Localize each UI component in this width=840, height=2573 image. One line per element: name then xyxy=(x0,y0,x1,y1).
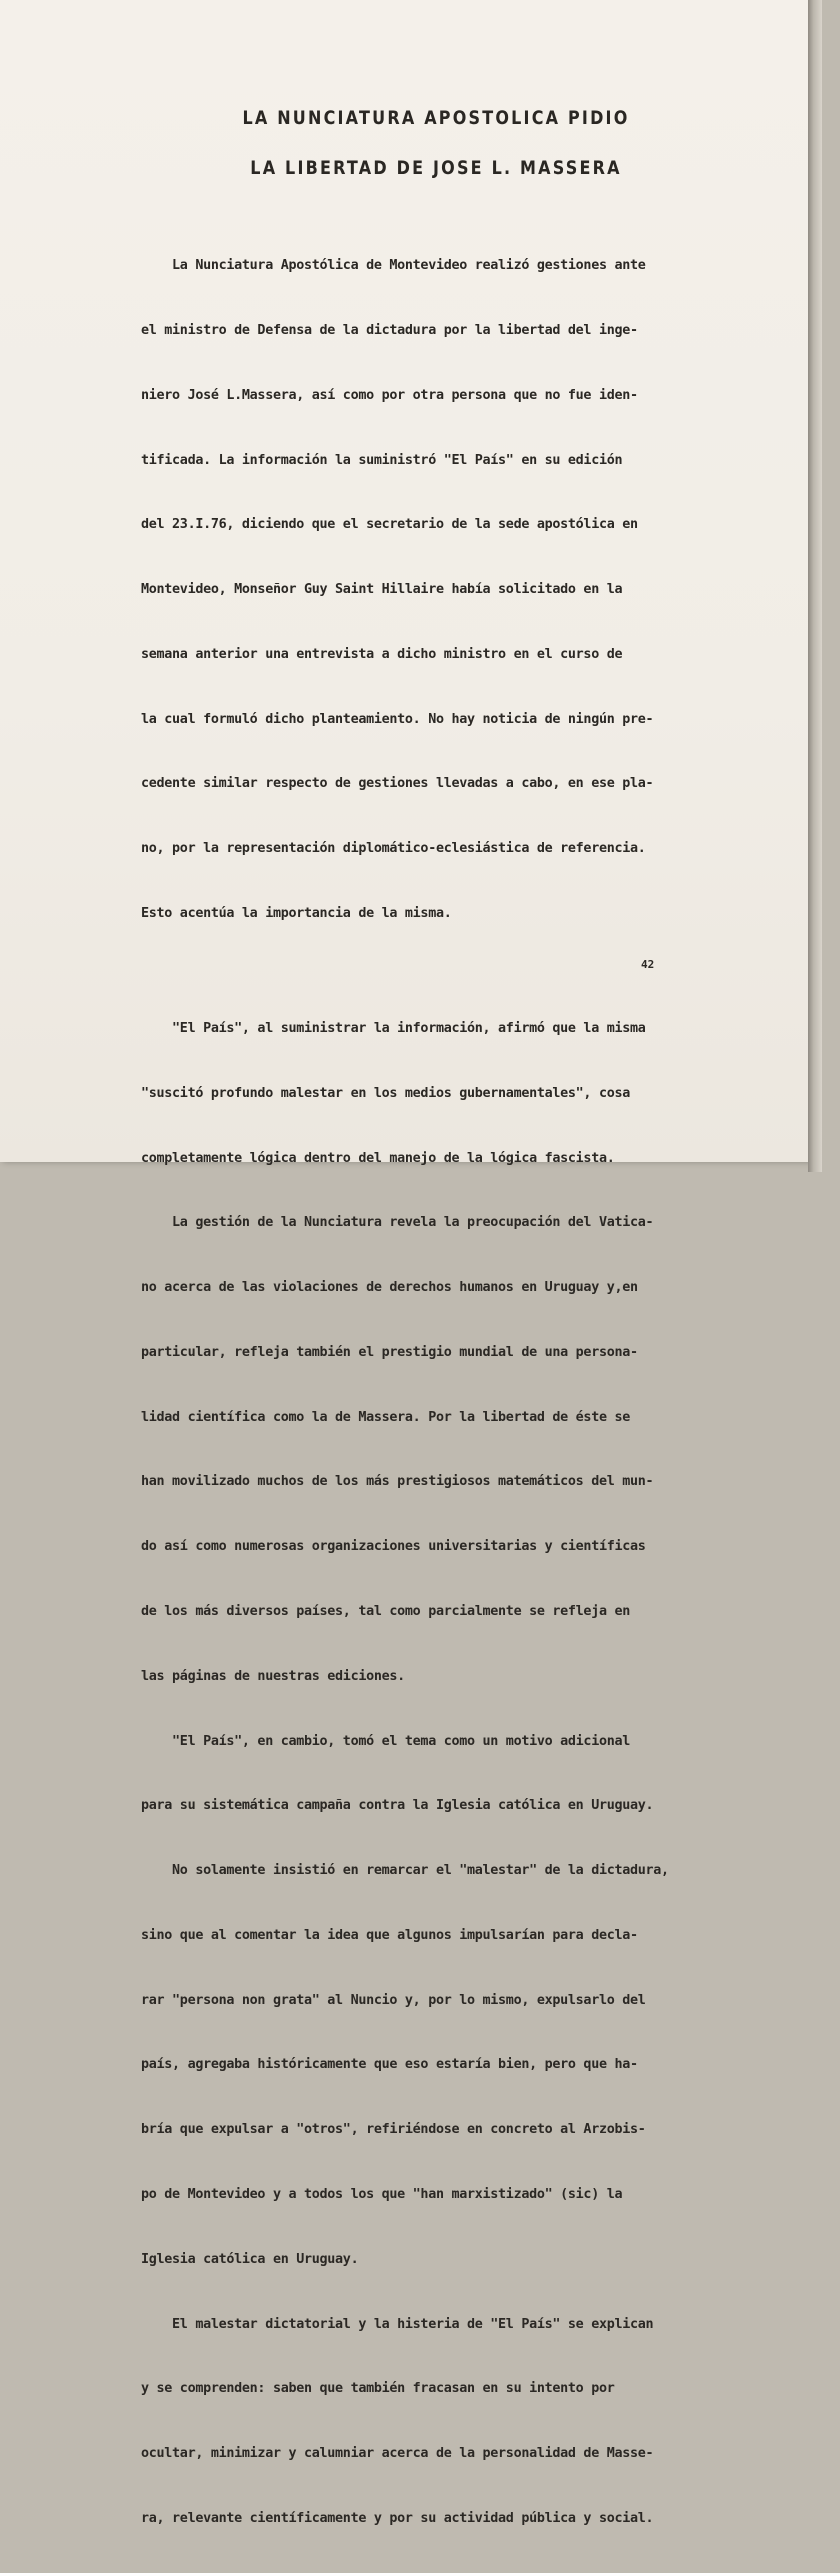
text-line: Iglesia católica en Uruguay. xyxy=(141,2251,359,2267)
text-line: la cual formuló dicho planteamiento. No hay noticia de ningún pre- xyxy=(141,711,654,727)
page-edge-shadow xyxy=(808,0,822,1172)
text-line: completamente lógica dentro del manejo de la lógica fascista. xyxy=(141,1150,615,1166)
text-line: tificada. La información la suministró "El País" en su edición xyxy=(141,452,623,468)
title-line-1: LA NUNCIATURA APOSTOLICA PIDIO xyxy=(242,106,630,129)
text-line: las páginas de nuestras ediciones. xyxy=(141,1668,405,1684)
text-line: La Nunciatura Apostólica de Montevideo realizó gestiones ante xyxy=(141,258,646,274)
text-line: ra, relevante científicamente y por su actividad pública y social. xyxy=(141,2510,654,2526)
text-line: "suscitó profundo malestar en los medios gubernamentales", cosa xyxy=(141,1085,630,1101)
text-line: niero José L.Massera, así como por otra persona que no fue iden- xyxy=(141,387,638,403)
text-line: cedente similar respecto de gestiones llevadas a cabo, en ese pla- xyxy=(141,776,654,792)
text-line: lidad científica como la de Massera. Por la libertad de éste se xyxy=(141,1409,630,1425)
text-line: semana anterior una entrevista a dicho ministro en el curso de xyxy=(141,646,623,662)
text-line: ocultar, minimizar y calumniar acerca de la personalidad de Masse- xyxy=(141,2446,654,2462)
text-line: No solamente insistió en remarcar el "malestar" de la dictadura, xyxy=(141,1863,669,1879)
title-line-2: LA LIBERTAD DE JOSE L. MASSERA xyxy=(250,156,622,179)
text-line: Montevideo, Monseñor Guy Saint Hillaire había solicitado en la xyxy=(141,582,623,598)
text-line: po de Montevideo y a todos los que "han marxistizado" (sic) la xyxy=(141,2187,623,2203)
text-line: particular, refleja también el prestigio mundial de una persona- xyxy=(141,1344,638,1360)
paragraph-gap xyxy=(141,968,701,975)
text-line: para su sistemática campaña contra la Iglesia católica en Uruguay. xyxy=(141,1798,654,1814)
text-line: han movilizado muchos de los más prestigiosos matemáticos del mun- xyxy=(141,1474,654,1490)
text-line: de los más diversos países, tal como parcialmente se refleja en xyxy=(141,1604,630,1619)
text-line: bría que expulsar a "otros", refiriéndose en concreto al Arzobis- xyxy=(141,2122,646,2138)
article-body xyxy=(141,212,701,2573)
text-line: el ministro de Defensa de la dictadura por la libertad del inge- xyxy=(141,322,638,338)
text-line: no acerca de las violaciones de derechos humanos en Uruguay y,en xyxy=(141,1280,638,1296)
text-line: no, por la representación diplomático-eclesiástica de referencia. xyxy=(141,841,646,857)
text-line: "El País", al suministrar la información, afirmó que la misma xyxy=(141,1020,646,1036)
text-line: "El País", en cambio, tomó el tema como un motivo adicional xyxy=(141,1733,630,1749)
text-line: país, agregaba históricamente que eso estaría bien, pero que ha- xyxy=(141,2057,638,2073)
text-line: La gestión de la Nunciatura revela la preocupación del Vatica- xyxy=(141,1215,654,1231)
page-number: 42 xyxy=(641,958,655,971)
text-line: Esto acentúa la importancia de la misma. xyxy=(141,906,452,921)
text-line: do así como numerosas organizaciones universitarias y científicas xyxy=(141,1539,646,1555)
text-line: y se comprenden: saben que también fracasan en su intento por xyxy=(141,2381,615,2397)
text-line: El malestar dictatorial y la histeria de "El País" se explican xyxy=(141,2316,654,2332)
text-line: del 23.I.76, diciendo que el secretario de la sede apostólica en xyxy=(141,517,638,533)
text-line: sino que al comentar la idea que algunos impulsarían para decla- xyxy=(141,1927,638,1943)
text-line: rar "persona non grata" al Nuncio y, por lo mismo, expulsarlo del xyxy=(141,1992,646,2008)
